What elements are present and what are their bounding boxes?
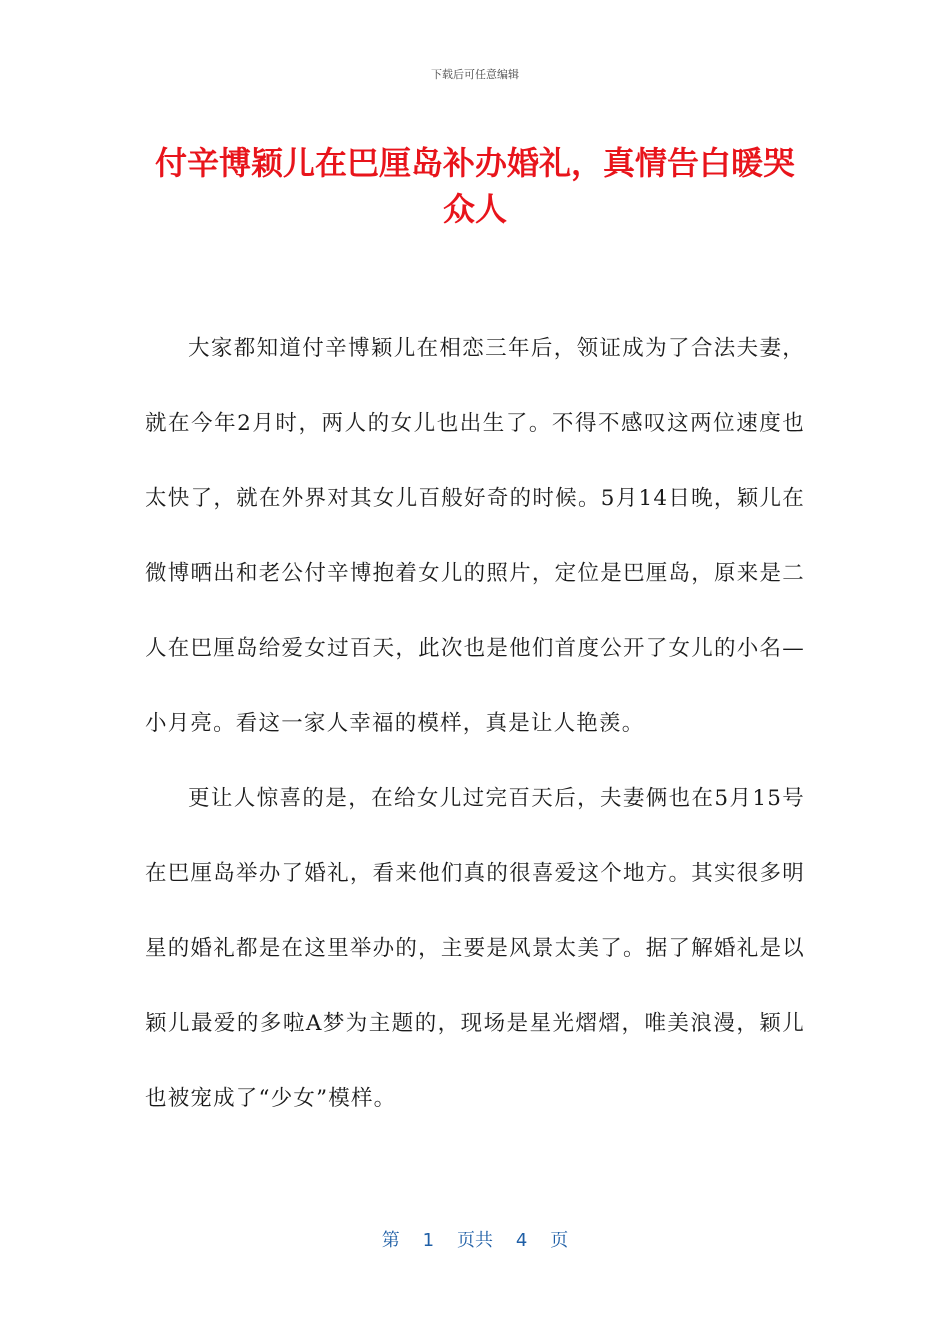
page-label-prefix: 第	[381, 1230, 400, 1251]
page-label-mid: 页共	[457, 1230, 493, 1251]
header-note: 下载后可任意编辑	[431, 68, 519, 81]
current-page-number: 1	[422, 1230, 435, 1251]
paragraph: 大家都知道付辛博颖儿在相恋三年后，领证成为了合法夫妻，就在今年2月时，两人的女儿也出生了。不得不感叹这两位速度也太快了，就在外界对其女儿百般好奇的时候。5月14日晚，颖儿在微博晒出和老公付辛博抱着女儿的照片，定位是巴厘岛，原来是二人在巴厘岛给爱女过百天，此次也是他们首度公开了女儿的小名—小月亮。看这一家人幸福的模样，真是让人艳羡。	[145, 336, 805, 736]
document-title: 付辛博颖儿在巴厘岛补办婚礼，真情告白暖哭众人	[154, 144, 795, 228]
page-label-suffix: 页	[550, 1230, 569, 1251]
total-page-number: 4	[515, 1230, 528, 1251]
article-body	[145, 311, 805, 1136]
page-footer	[0, 1226, 950, 1252]
paragraph: 更让人惊喜的是，在给女儿过完百天后，夫妻俩也在5月15号在巴厘岛举办了婚礼，看来他们真的很喜爱这个地方。其实很多明星的婚礼都是在这里举办的，主要是风景太美了。据了解婚礼是以颖儿最爱的多啦A梦为主题的，现场是星光熠熠，唯美浪漫，颖儿也被宠成了“少女”模样。	[145, 786, 805, 1111]
